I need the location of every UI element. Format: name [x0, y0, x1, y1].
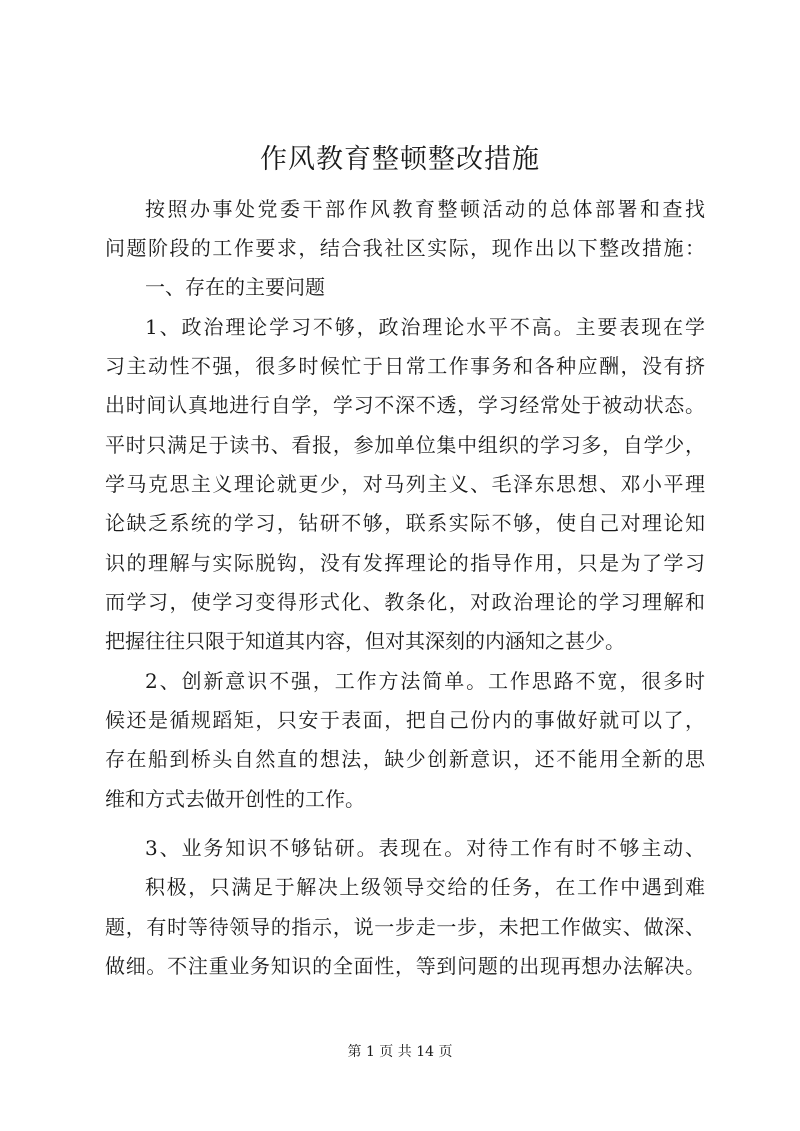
- paragraph-line: 存在船到桥头自然直的想法，缺少创新意识，还不能用全新的思: [105, 747, 705, 771]
- document-title: 作风教育整顿整改措施: [260, 144, 540, 175]
- paragraph-line: 按照办事处党委干部作风教育整顿活动的总体部署和查找: [145, 197, 705, 221]
- paragraph-line: 问题阶段的工作要求，结合我社区实际，现作出以下整改措施：: [105, 236, 705, 260]
- paragraph-line: 候还是循规蹈矩，只安于表面，把自己份内的事做好就可以了，: [105, 708, 705, 732]
- paragraph-line: 识的理解与实际脱钩，没有发挥理论的指导作用，只是为了学习: [105, 551, 705, 575]
- paragraph-line: 平时只满足于读书、看报，参加单位集中组织的学习多，自学少，: [105, 433, 705, 457]
- paragraph-line: 出时间认真地进行自学，学习不深不透，学习经常处于被动状态。: [105, 393, 705, 417]
- paragraph-line: 而学习，使学习变得形式化、教条化，对政治理论的学习理解和: [105, 590, 705, 614]
- paragraph-line: 把握往往只限于知道其内容，但对其深刻的内涵知之甚少。: [105, 629, 625, 653]
- paragraph-line: 论缺乏系统的学习，钻研不够，联系实际不够，使自己对理论知: [105, 511, 705, 535]
- paragraph-line: 维和方式去做开创性的工作。: [105, 787, 365, 811]
- paragraph-line: 学马克思主义理论就更少，对马列主义、毛泽东思想、邓小平理: [105, 472, 705, 496]
- section-heading: 一、存在的主要问题: [145, 275, 325, 299]
- paragraph-line: 做细。不注重业务知识的全面性，等到问题的出现再想办法解决。: [105, 954, 705, 978]
- paragraph-line: 题，有时等待领导的指示，说一步走一步，未把工作做实、做深、: [105, 915, 705, 939]
- paragraph-line: 习主动性不强，很多时候忙于日常工作事务和各种应酬，没有挤: [105, 354, 705, 378]
- page-number: 第 1 页 共 14 页: [347, 1044, 453, 1060]
- paragraph-line: 积极，只满足于解决上级领导交给的任务，在工作中遇到难: [145, 875, 705, 899]
- paragraph-line: 1、政治理论学习不够，政治理论水平不高。主要表现在学: [145, 315, 705, 339]
- paragraph-line: 2、创新意识不强，工作方法简单。工作思路不宽，很多时: [145, 669, 705, 693]
- paragraph-line: 3、业务知识不够钻研。表现在。对待工作有时不够主动、: [145, 836, 705, 860]
